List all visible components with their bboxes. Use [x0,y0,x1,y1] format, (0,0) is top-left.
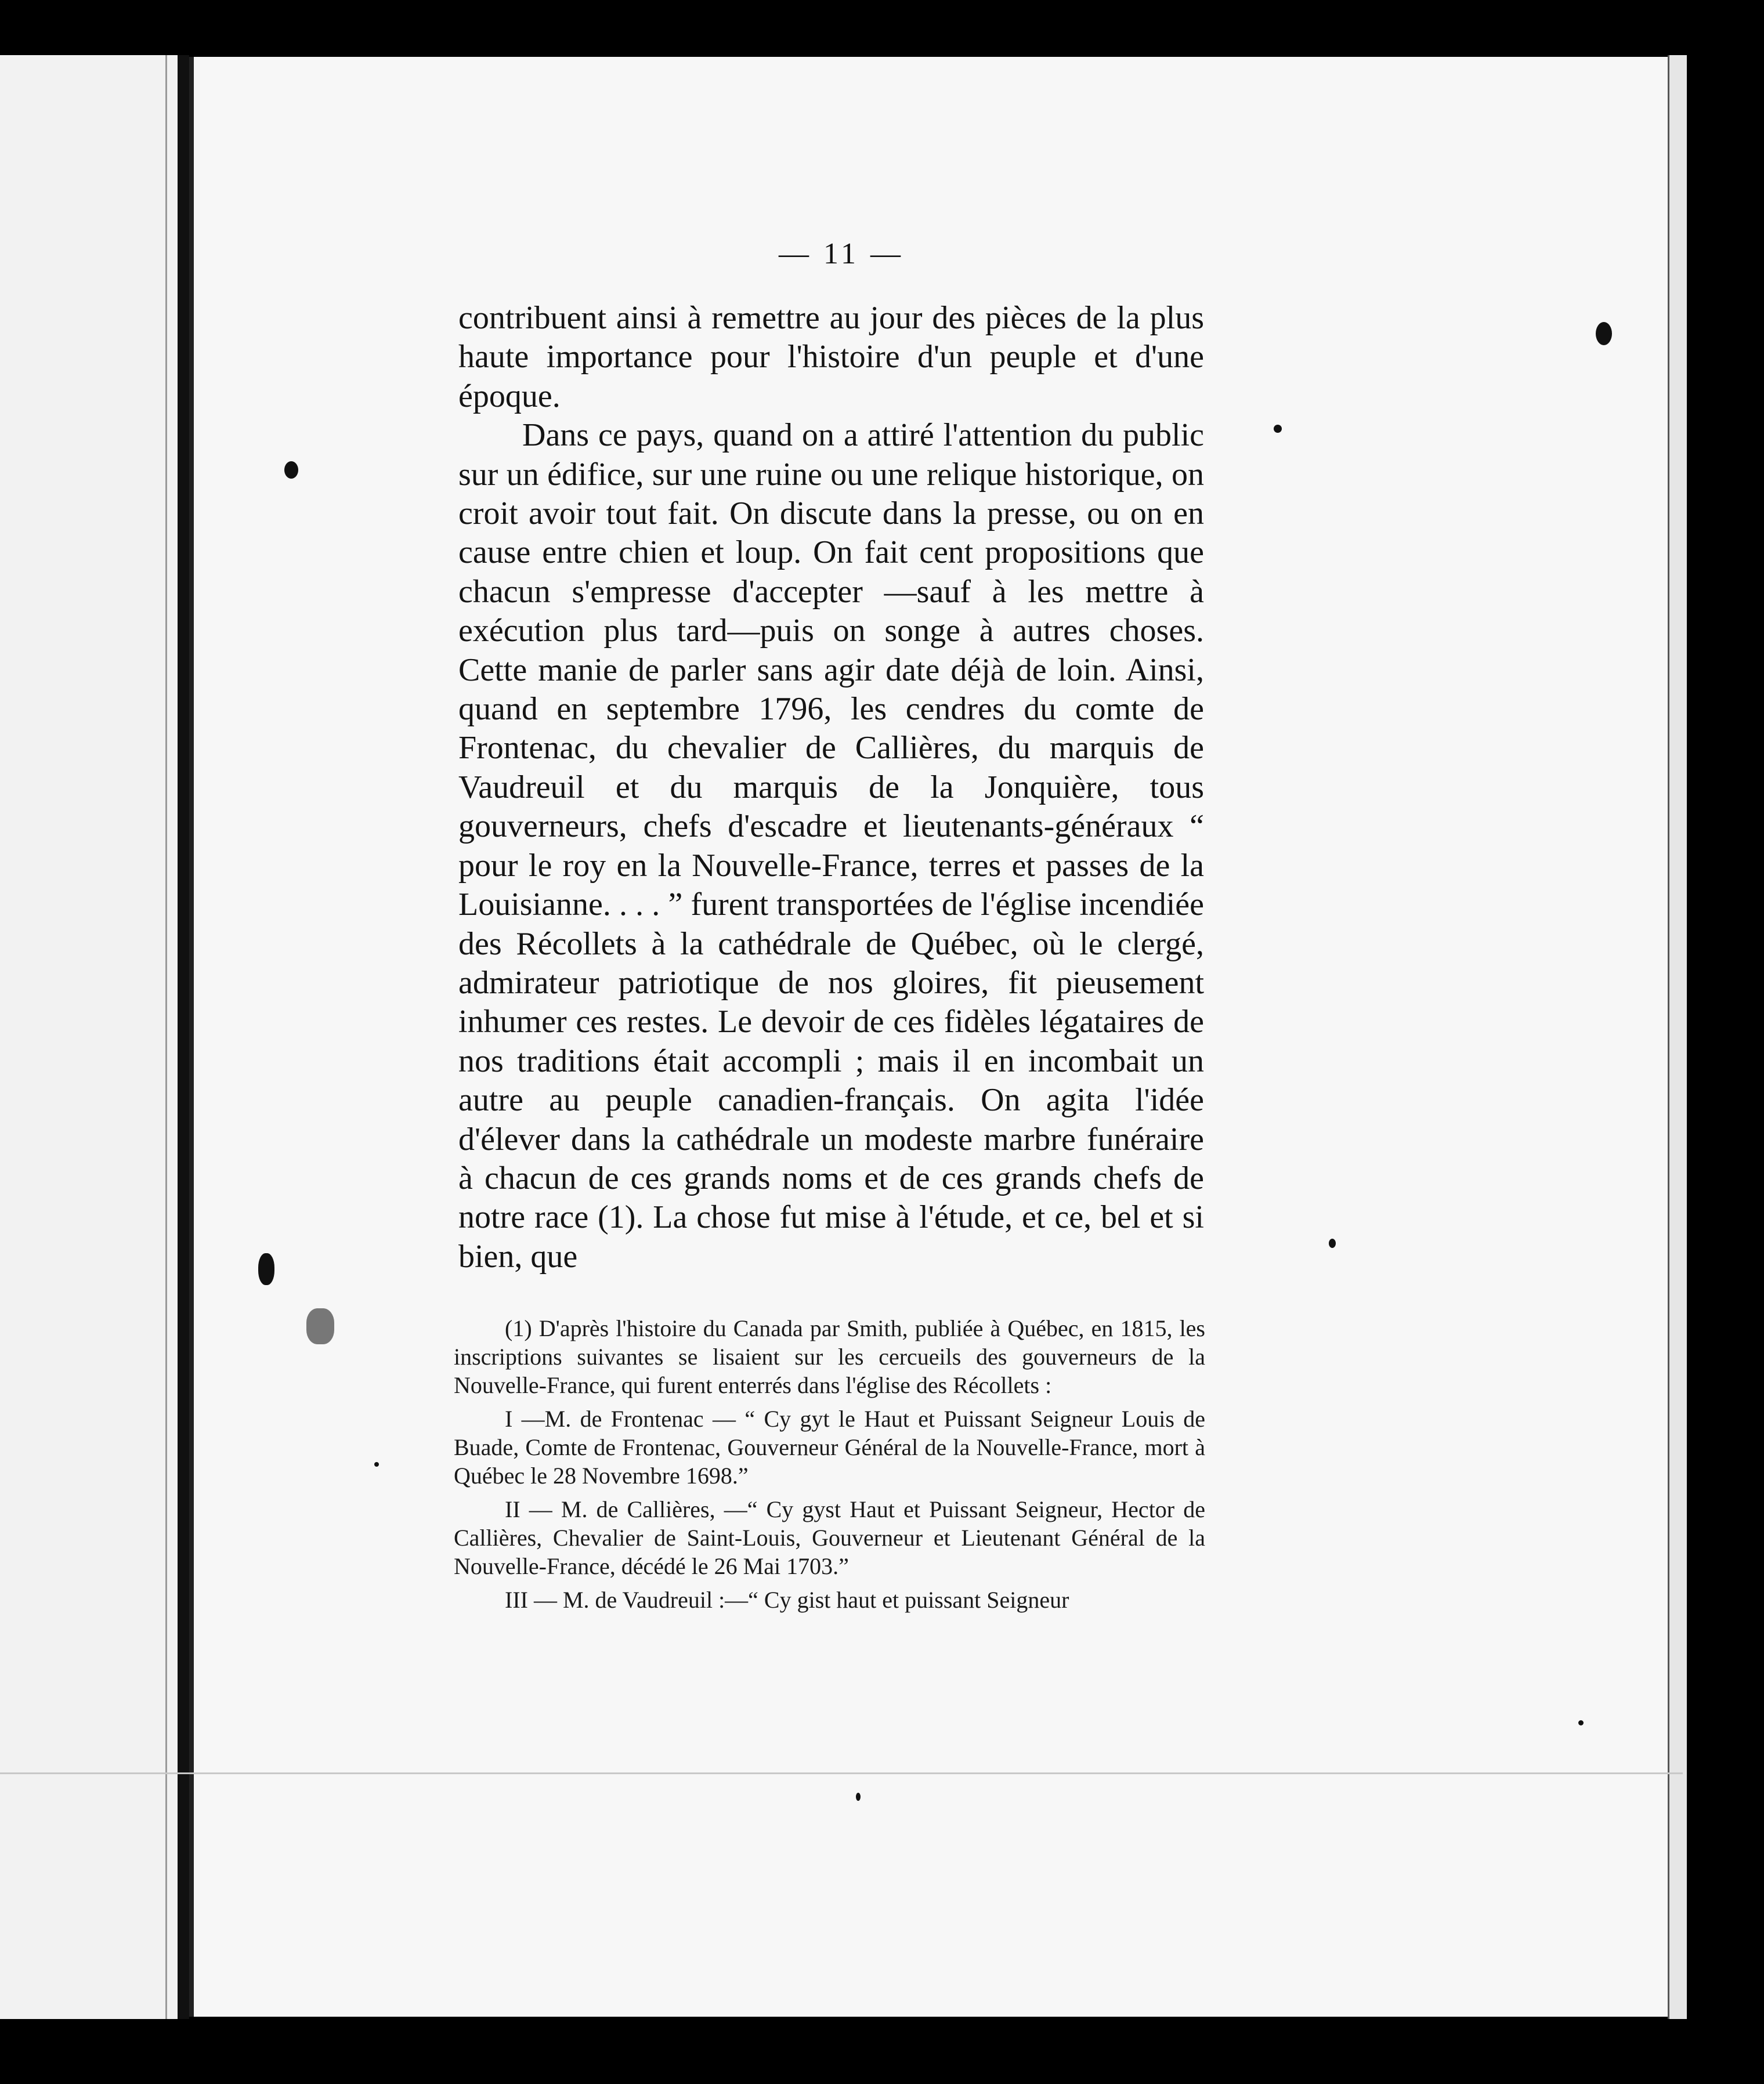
ink-blot [258,1253,274,1285]
paragraph-2: Dans ce pays, quand on a attiré l'attention du public sur un édifice, sur une ruine ou une relique historique, on croit avoir tout fait. On discute dans la presse, ou on en cause entre chien et loup. On fait cent propositions que chacun s'empresse d'accepter —sauf à les mettre à exécution plus tard—puis on songe à autres choses. Cette manie de parler sans agir date déjà de loin. Ainsi, quand en septembre 1796, les cendres du comte de Frontenac, du chevalier de Callières, du marquis de Vaudreuil et du marquis de la Jonquière, tous gouverneurs, chefs d'escadre et lieutenants-généraux “ pour le roy en la Nouvelle-France, terres et passes de la Louisianne. . . . ” furent transportées de l'église incendiée des Récollets à la cathédrale de Québec, où le clergé, admirateur patriotique de nos gloires, fit pieusement inhumer ces restes. Le devoir de ces fidèles légataires de nos traditions était accompli ; mais il en incombait un autre au peuple canadien-français. On agita l'idée d'élever dans la cathédrale un modeste marbre funéraire à chacun de ces grands noms et de ces grands chefs de notre race (1). La chose fut mise à l'étude, et ce, bel et si bien, que [458,417,1204,1275]
ink-blot [1596,322,1612,345]
page-number: — 11 — [778,237,905,270]
right-page-edge [1668,55,1687,2019]
ink-speck [1329,1239,1336,1248]
ink-speck [374,1462,379,1467]
stain [306,1308,334,1344]
paragraph-1: contribuent ainsi à remettre au jour des pièces de la plus haute importance pour l'histoire d'un peuple et d'une époque. [458,300,1204,414]
ink-blot [284,461,298,479]
body-text [458,299,1204,1276]
footnote-frontenac: I —M. de Frontenac — “ Cy gyt le Haut et Puissant Seigneur Louis de Buade, Comte de Frontenac, Gouverneur Général de la Nouvelle-France, mort à Québec le 28 Novembre 1698.” [454,1406,1205,1489]
footnote-1: (1) D'après l'histoire du Canada par Smith, publiée à Québec, en 1815, les inscriptions suivantes se lisaient sur les cercueils des gouverneurs de la Nouvelle-France, qui furent enterrés dans l'église des Récollets : [454,1315,1205,1398]
footnote-vaudreuil: III — M. de Vaudreuil :—“ Cy gist haut et puissant Seigneur [505,1587,1069,1613]
ink-speck [1578,1720,1584,1725]
ink-speck [1274,425,1282,433]
ink-speck [856,1793,861,1801]
book-gutter [178,55,189,2019]
scan-artifact-line [0,1772,1683,1774]
left-page-edge [0,55,181,2019]
footnote-callieres: II — M. de Callières, —“ Cy gyst Haut et Puissant Seigneur, Hector de Callières, Chevalier de Saint-Louis, Gouverneur et Lieutenant Général de la Nouvelle-France, décédé le 26 Mai 1703.” [454,1496,1205,1579]
footnotes [454,1314,1205,1619]
page-crease [165,55,167,2019]
